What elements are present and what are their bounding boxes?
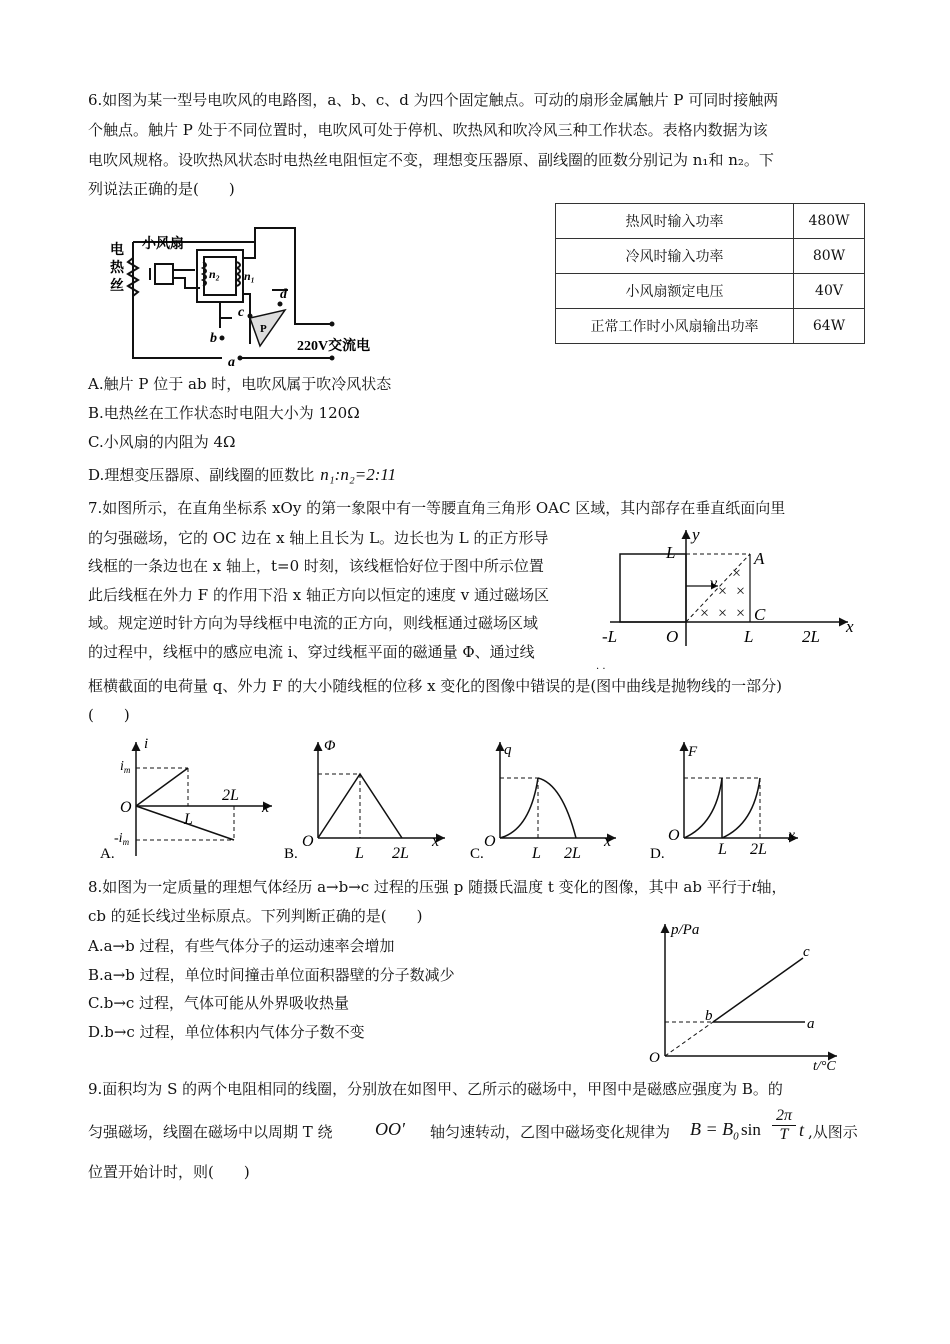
diag-label-2l: 2L bbox=[802, 627, 820, 646]
graph-a-l: L bbox=[184, 811, 193, 828]
terminal-1 bbox=[330, 322, 335, 327]
contact-c bbox=[248, 314, 253, 319]
graph-a-neg-im: $-i_m$ bbox=[114, 831, 130, 847]
fan-label: 小风扇 bbox=[142, 237, 184, 252]
contact-d bbox=[278, 302, 283, 307]
q8-pt-graph bbox=[645, 916, 845, 1074]
graph-a-im: $i_m$ bbox=[120, 759, 131, 775]
q8-line-1-t: t bbox=[751, 877, 757, 896]
q7-line-4: 此后线框在外力 F 的作用下沿 x 轴正方向以恒定的速度 v 通过磁场区 bbox=[88, 586, 549, 604]
spec-label: 正常工作时小风扇输出功率 bbox=[556, 309, 794, 344]
heater-label-1: 电 bbox=[110, 243, 124, 258]
graph-d-l: L bbox=[718, 841, 727, 858]
q6-line-1: 6.如图为某一型号电吹风的电路图，a、b、c、d 为四个固定触点。可动的扇形金属触片 P 可同时接触两 bbox=[88, 91, 779, 109]
a-label: a bbox=[228, 355, 235, 368]
q8-label-a: a bbox=[807, 1016, 815, 1032]
q8-option-d: D.b→c 过程，单位体积内气体分子数不变 bbox=[88, 1023, 365, 1041]
q6-option-d-formula: n₁:n₂=2:11 bbox=[320, 465, 397, 484]
graph-a-2l: 2L bbox=[222, 787, 239, 804]
spec-label: 热风时输入功率 bbox=[556, 204, 794, 239]
graph-a-origin: O bbox=[120, 799, 132, 816]
source-label: 220V交流电 bbox=[297, 339, 371, 354]
graph-c-2l: 2L bbox=[564, 845, 581, 862]
diag-label-neg-l: -L bbox=[602, 627, 618, 646]
q8-option-b: B.a→b 过程，单位时间撞击单位面积器壁的分子数减少 bbox=[88, 966, 455, 984]
square-frame bbox=[620, 554, 686, 622]
dots-mark: · · bbox=[596, 664, 606, 675]
q6-line-4: 列说法正确的是( ) bbox=[88, 180, 235, 198]
contact-b bbox=[220, 336, 225, 341]
graph-b-x: x bbox=[432, 833, 440, 850]
diag-label-a: A bbox=[754, 549, 765, 568]
svg-text:×: × bbox=[700, 605, 710, 622]
q8-line-2: cb 的延长线过坐标原点。下列判断正确的是( ) bbox=[88, 907, 423, 925]
diag-label-y: y bbox=[692, 525, 700, 544]
contact-sector-p[interactable] bbox=[250, 310, 285, 346]
q7-line-3: 线框的一条边也在 x 轴上，t=0 时刻，该线框恰好位于图中所示位置 bbox=[88, 557, 544, 575]
table-row bbox=[556, 204, 865, 239]
q9-formula-fraction bbox=[772, 1107, 796, 1144]
q9-formula-lhs: $B = B_0$ bbox=[690, 1119, 739, 1143]
diag-label-l: L bbox=[666, 543, 676, 562]
spec-value: 40V bbox=[794, 274, 865, 309]
q6-option-b: B.电热丝在工作状态时电阻大小为 120Ω bbox=[88, 404, 360, 422]
n2-label: n₂ bbox=[209, 267, 220, 281]
svg-text:×: × bbox=[736, 583, 746, 600]
p-label: P bbox=[260, 323, 267, 335]
graph-b-l: L bbox=[355, 845, 364, 862]
q8-option-c: C.b→c 过程，气体可能从外界吸收热量 bbox=[88, 994, 350, 1012]
q6-option-a: A.触片 P 位于 ab 时，电吹风属于吹冷风状态 bbox=[88, 375, 392, 393]
q9-line-2-pre: 匀强磁场，线圈在磁场中以周期 T 绕 bbox=[88, 1123, 333, 1141]
graph-d-2l: 2L bbox=[750, 841, 767, 858]
graph-c-letter: C. bbox=[470, 846, 484, 862]
graph-b-yaxis: Φ bbox=[324, 738, 336, 754]
q8-line-1 bbox=[88, 877, 786, 897]
diag-label-v: v bbox=[710, 575, 718, 592]
q6-option-c: C.小风扇的内阻为 4Ω bbox=[88, 433, 236, 451]
q7-line-8: ( ) bbox=[88, 706, 130, 724]
diag-label-l2: L bbox=[744, 627, 754, 646]
spec-value: 64W bbox=[794, 309, 865, 344]
line-bc bbox=[713, 958, 803, 1022]
q7-graph-c bbox=[466, 734, 626, 864]
diag-label-c: C bbox=[754, 605, 766, 624]
q8-option-a: A.a→b 过程，有些气体分子的运动速率会增加 bbox=[88, 937, 395, 955]
q8-line-1-post: 轴， bbox=[756, 878, 787, 896]
graph-d-x: x bbox=[788, 827, 796, 844]
fan-box bbox=[155, 264, 173, 284]
q9-line-3: 位置开始计时，则( ) bbox=[88, 1163, 250, 1181]
graph-d-letter: D. bbox=[650, 846, 665, 862]
graph-a-x: x bbox=[262, 799, 270, 816]
q6-option-d-text: D.理想变压器原、副线圈的匝数比 bbox=[88, 466, 315, 484]
table-row bbox=[556, 239, 865, 274]
q8-line-1-pre: 8.如图为一定质量的理想气体经历 a→b→c 过程的压强 p 随摄氏温度 t 变化的图像，其中 ab 平行于 bbox=[88, 878, 752, 896]
q7-line-6: 的过程中，线框中的感应电流 i、穿过线框平面的磁通量 Φ、通过线 bbox=[88, 643, 535, 661]
q8-label-c: c bbox=[803, 944, 810, 960]
graph-d-origin: O bbox=[668, 827, 680, 844]
q9-formula-t: t bbox=[799, 1120, 805, 1140]
d-label: d bbox=[280, 287, 287, 302]
svg-text:×: × bbox=[732, 565, 742, 582]
spec-value: 80W bbox=[794, 239, 865, 274]
q9-line-1: 9.面积均为 S 的两个电阻相同的线圈，分别放在如图甲、乙所示的磁场中，甲图中是磁感应强度为 B。的 bbox=[88, 1080, 783, 1098]
heater-label-2: 热 bbox=[110, 261, 124, 276]
n1-label: n₁ bbox=[244, 269, 255, 283]
q6-option-d bbox=[88, 465, 396, 485]
q6-circuit-diagram bbox=[100, 218, 390, 368]
graph-c-origin: O bbox=[484, 833, 496, 850]
q7-line-7: 框横截面的电荷量 q、外力 F 的大小随线框的位移 x 变化的图像中错误的是(图中曲线是抛物线的一部分) bbox=[88, 677, 783, 695]
q7-graph-d bbox=[646, 734, 806, 864]
table-row bbox=[556, 309, 865, 344]
q9-formula-sin: sin bbox=[741, 1120, 761, 1139]
graph-d-yaxis: F bbox=[688, 744, 698, 760]
table-row bbox=[556, 274, 865, 309]
q7-graph-a bbox=[96, 734, 281, 864]
q7-coordinate-diagram bbox=[600, 524, 862, 652]
q7-line-2: 的匀强磁场，它的 OC 边在 x 轴上且长为 L。边长也为 L 的正方形导 bbox=[88, 529, 549, 547]
q7-graph-b bbox=[280, 734, 455, 864]
q8-x-label: t/°C bbox=[813, 1059, 836, 1074]
graph-b-letter: B. bbox=[284, 846, 298, 862]
q9-fraction-den: T bbox=[779, 1126, 789, 1143]
q8-y-label: p/Pa bbox=[671, 922, 700, 938]
diag-label-o: O bbox=[666, 627, 679, 646]
svg-text:×: × bbox=[718, 583, 728, 600]
q7-line-5: 域。规定逆时针方向为导线框中电流的正方向，则线框通过磁场区域 bbox=[88, 614, 539, 632]
svg-text:×: × bbox=[718, 605, 728, 622]
graph-c-l: L bbox=[532, 845, 541, 862]
q6-spec-table bbox=[555, 203, 865, 344]
q8-origin: O bbox=[649, 1050, 660, 1066]
b-label: b bbox=[210, 331, 217, 346]
q6-line-3: 电吹风规格。设吹热风状态时电热丝电阻恒定不变，理想变压器原、副线圈的匝数分别记为 n₁和 n₂。下 bbox=[88, 151, 774, 169]
graph-c-yaxis: q bbox=[504, 742, 512, 758]
graph-c-x: x bbox=[604, 833, 612, 850]
heater-label-3: 丝 bbox=[110, 279, 124, 294]
q9-line-2-post: ,从图示 bbox=[808, 1123, 858, 1141]
diag-label-x: x bbox=[846, 617, 854, 636]
q6-line-2: 个触点。触片 P 处于不同位置时，电吹风可处于停机、吹热风和吹冷风三种工作状态。表格内数据为该 bbox=[88, 121, 768, 139]
c-label: c bbox=[238, 305, 245, 320]
q7-line-1: 7.如图所示，在直角坐标系 xOy 的第一象限中有一等腰直角三角形 OAC 区域，其内部存在垂直纸面向里 bbox=[88, 499, 786, 517]
graph-a-letter: A. bbox=[100, 846, 115, 862]
graph-a-yaxis: i bbox=[144, 736, 149, 752]
spec-label: 小风扇额定电压 bbox=[556, 274, 794, 309]
spec-value: 480W bbox=[794, 204, 865, 239]
q9-axis: OO′ bbox=[375, 1119, 405, 1139]
graph-b-origin: O bbox=[302, 833, 314, 850]
svg-text:×: × bbox=[736, 605, 746, 622]
spec-label: 冷风时输入功率 bbox=[556, 239, 794, 274]
q9-fraction-num: 2π bbox=[772, 1107, 796, 1126]
q9-line-2-mid: 轴匀速转动，乙图中磁场变化规律为 bbox=[430, 1123, 671, 1141]
circuit-wire-left bbox=[133, 242, 222, 358]
q8-label-b: b bbox=[705, 1008, 713, 1024]
graph-b-2l: 2L bbox=[392, 845, 409, 862]
